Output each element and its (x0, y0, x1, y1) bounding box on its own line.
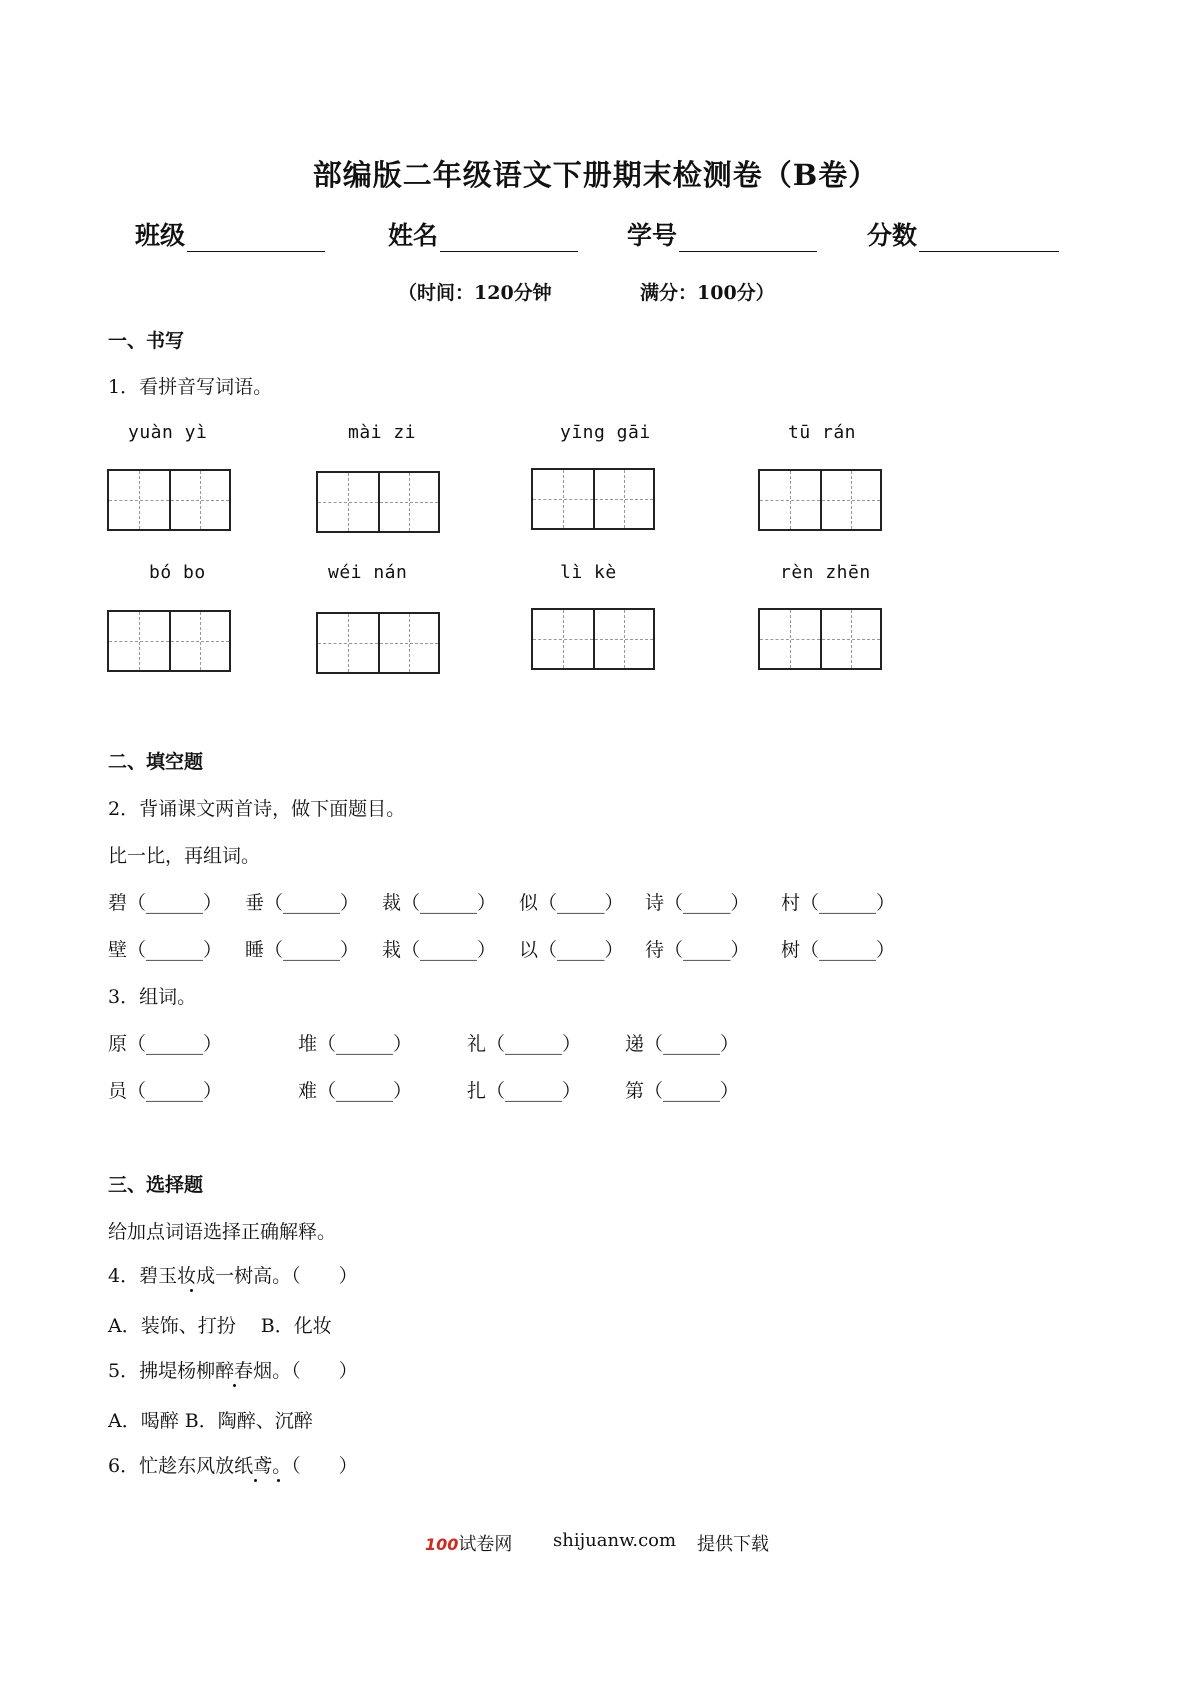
writing-grid[interactable] (758, 608, 882, 670)
question-2-instruction: 比一比，再组词。 (108, 845, 261, 867)
footer-site-name: 试卷网 (458, 1534, 513, 1555)
word-blank[interactable]: 扎（______） (467, 1080, 582, 1102)
word-blank[interactable]: 堆（______） (298, 1033, 413, 1055)
pinyin-label: mài zi (348, 422, 417, 443)
question-2: 2．背诵课文两首诗，做下面题目。 (108, 798, 406, 820)
writing-grid[interactable] (531, 608, 655, 670)
question-1: 1．看拼音写词语。 (108, 376, 273, 398)
class-field[interactable] (135, 216, 325, 252)
pinyin-label: yuàn yì (128, 422, 208, 443)
word-blank[interactable]: 垂（______） (245, 892, 360, 914)
choice-instruction: 给加点词语选择正确解释。 (108, 1221, 337, 1243)
question-5-options[interactable]: A．喝醉 B．陶醉、沉醉 (108, 1410, 313, 1432)
footer-note: 提供下载 (697, 1534, 769, 1555)
writing-grid[interactable] (531, 468, 655, 530)
name-field[interactable] (388, 216, 578, 252)
word-blank[interactable]: 睡（______） (245, 939, 360, 961)
exam-full-score: 满分：100分） (640, 282, 775, 304)
question-3: 3．组词。 (108, 986, 197, 1008)
class-blank[interactable] (187, 225, 325, 252)
question-4-options[interactable]: A．装饰、打扮 B．化妆 (108, 1315, 332, 1337)
student-id-blank[interactable] (679, 225, 817, 252)
pinyin-label: lì kè (560, 562, 617, 583)
question-6: 6．忙趁东风放纸鸢。（ ） (108, 1455, 358, 1477)
word-blank[interactable]: 原（______） (108, 1033, 223, 1055)
pinyin-label: wéi nán (328, 562, 408, 583)
word-blank[interactable]: 待（_____） (645, 939, 750, 961)
emphasis-dot (254, 1479, 257, 1482)
word-blank[interactable]: 难（______） (298, 1080, 413, 1102)
score-blank[interactable] (919, 225, 1059, 252)
word-blank[interactable]: 员（______） (108, 1080, 223, 1102)
pinyin-label: yīng gāi (560, 422, 651, 443)
section-choice-heading: 三、选择题 (108, 1174, 204, 1196)
exam-time: （时间：120分钟 (398, 282, 552, 304)
score-field[interactable] (867, 216, 1059, 252)
word-blank[interactable]: 以（_____） (519, 939, 624, 961)
writing-grid[interactable] (107, 610, 231, 672)
section-fill-blank-heading: 二、填空题 (108, 751, 204, 773)
word-blank[interactable]: 村（______） (781, 892, 896, 914)
pinyin-label: bó bo (149, 562, 206, 583)
section-writing-heading: 一、书写 (108, 330, 185, 352)
name-label: 姓名 (388, 221, 439, 250)
pinyin-label: rèn zhēn (780, 562, 871, 583)
score-label: 分数 (867, 221, 918, 250)
emphasis-dot (190, 1289, 193, 1292)
word-blank[interactable]: 树（______） (781, 939, 896, 961)
word-blank[interactable]: 递（______） (625, 1033, 740, 1055)
footer-url[interactable]: shijuanw.com (553, 1530, 677, 1551)
class-label: 班级 (135, 221, 186, 250)
word-blank[interactable]: 栽（______） (382, 939, 497, 961)
word-blank[interactable]: 碧（______） (108, 892, 223, 914)
writing-grid[interactable] (316, 471, 440, 533)
writing-grid[interactable] (758, 469, 882, 531)
footer-brand (425, 1530, 512, 1556)
word-blank[interactable]: 第（______） (625, 1080, 740, 1102)
word-blank[interactable]: 礼（______） (467, 1033, 582, 1055)
pinyin-label: tū rán (788, 422, 857, 443)
word-blank[interactable]: 似（_____） (519, 892, 624, 914)
page-title: 部编版二年级语文下册期末检测卷（B卷） (312, 158, 879, 192)
writing-grid[interactable] (316, 612, 440, 674)
student-id-label: 学号 (627, 221, 678, 250)
emphasis-dot (233, 1384, 236, 1387)
question-4: 4．碧玉妆成一树高。（ ） (108, 1265, 358, 1287)
writing-grid[interactable] (107, 469, 231, 531)
name-blank[interactable] (440, 225, 578, 252)
word-blank[interactable]: 诗（_____） (645, 892, 750, 914)
student-id-field[interactable] (627, 216, 817, 252)
word-blank[interactable]: 裁（______） (382, 892, 497, 914)
question-5: 5．拂堤杨柳醉春烟。（ ） (108, 1360, 358, 1382)
site-logo-icon: 100 (425, 1535, 459, 1554)
word-blank[interactable]: 壁（______） (108, 939, 223, 961)
emphasis-dot (277, 1479, 280, 1482)
